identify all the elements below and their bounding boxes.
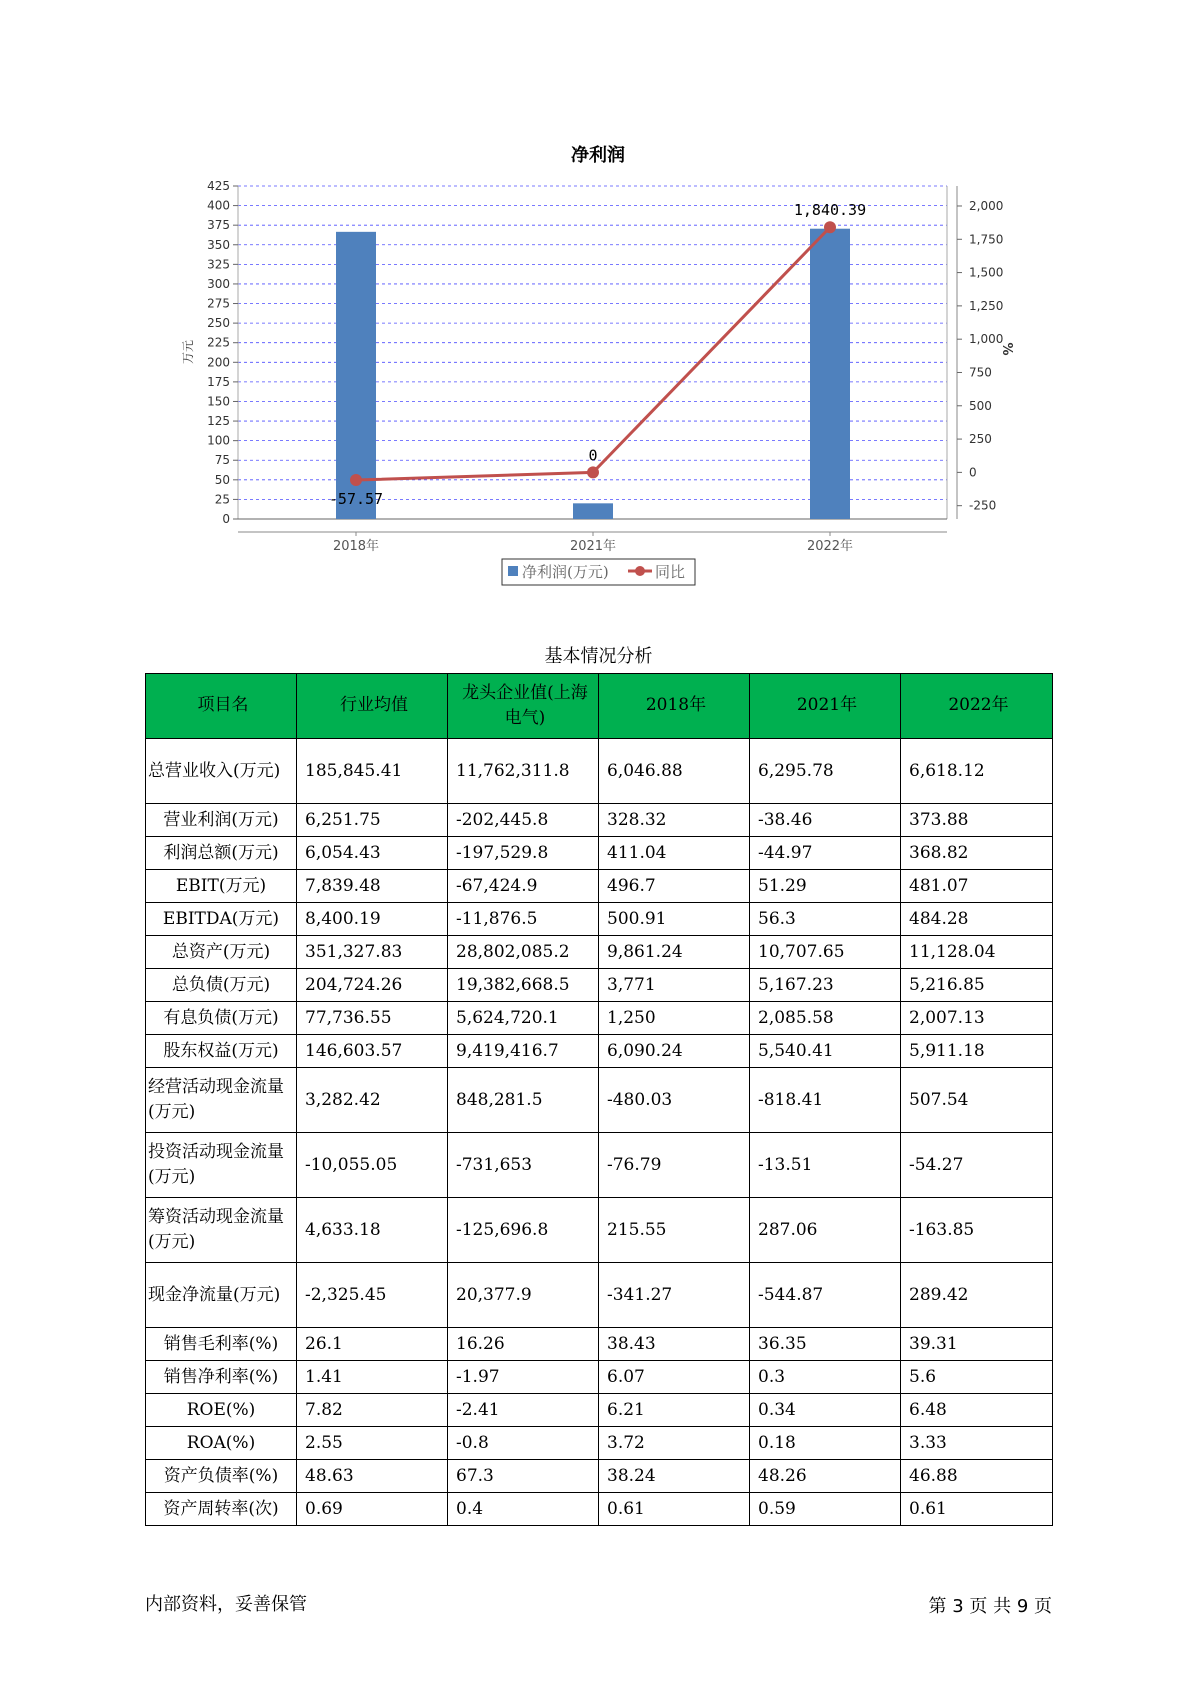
row-value: 19,382,668.5 [448,969,599,1002]
row-value: 496.7 [599,870,750,903]
row-value: 2.55 [297,1427,448,1460]
table-row [146,804,1053,837]
row-value: 48.26 [750,1460,901,1493]
row-name: 利润总额(万元) [146,837,297,870]
left-tick-label: 250 [207,316,230,331]
row-value: 7.82 [297,1394,448,1427]
row-value: 6,054.43 [297,837,448,870]
row-value: -544.87 [750,1263,901,1328]
row-value: -67,424.9 [448,870,599,903]
row-value: -341.27 [599,1263,750,1328]
row-value: -125,696.8 [448,1198,599,1263]
row-value: 38.43 [599,1328,750,1361]
left-tick-label: 225 [207,335,230,350]
row-name: 总负债(万元) [146,969,297,1002]
chart-legend [502,559,695,585]
left-tick-label: 25 [214,492,230,507]
row-name: 销售净利率(%) [146,1361,297,1394]
table-row [146,1198,1053,1263]
row-value: 146,603.57 [297,1035,448,1068]
row-value: 20,377.9 [448,1263,599,1328]
left-tick-label: 175 [207,374,230,389]
row-value: -818.41 [750,1068,901,1133]
legend-line-marker [635,566,645,576]
row-name: 总资产(万元) [146,936,297,969]
row-value: 351,327.83 [297,936,448,969]
yoy-point [587,466,599,478]
row-value: 48.63 [297,1460,448,1493]
table-row [146,870,1053,903]
row-name: ROA(%) [146,1427,297,1460]
left-axis-ticks [207,179,238,526]
table-row [146,1427,1053,1460]
x-tick-label: 2022年 [806,539,854,554]
row-name: 筹资活动现金流量(万元) [146,1198,297,1263]
row-value: -38.46 [750,804,901,837]
row-value: 26.1 [297,1328,448,1361]
row-value: 6,090.24 [599,1035,750,1068]
x-axis-ticks [333,532,853,554]
yoy-data-label: -57.57 [328,490,384,509]
row-value: 368.82 [901,837,1053,870]
row-value: 0.4 [448,1493,599,1526]
table-row [146,1361,1053,1394]
right-tick-label: 1,750 [969,232,1004,247]
row-name: 股东权益(万元) [146,1035,297,1068]
table-row [146,1328,1053,1361]
row-value: 0.3 [750,1361,901,1394]
row-value: 215.55 [599,1198,750,1263]
row-name: 资产周转率(次) [146,1493,297,1526]
row-value: 6,251.75 [297,804,448,837]
row-value: 2,085.58 [750,1002,901,1035]
row-value: 0.59 [750,1493,901,1526]
right-tick-label: 1,500 [969,265,1004,280]
header-leader: 龙头企业值(上海电气) [448,674,599,739]
left-tick-label: 0 [222,512,230,526]
row-value: 328.32 [599,804,750,837]
right-tick-label: -250 [969,498,997,513]
table-row [146,739,1053,804]
row-value: 8,400.19 [297,903,448,936]
row-value: 0.34 [750,1394,901,1427]
row-value: 411.04 [599,837,750,870]
row-name: EBITDA(万元) [146,903,297,936]
row-value: -202,445.8 [448,804,599,837]
yoy-data-label: 1,840.39 [793,201,867,220]
row-value: -0.8 [448,1427,599,1460]
left-tick-label: 75 [214,453,230,468]
row-value: 204,724.26 [297,969,448,1002]
row-value: 2,007.13 [901,1002,1053,1035]
row-value: -13.51 [750,1133,901,1198]
footer-page-number: 第 3 页 共 9 页 [928,1596,1052,1617]
right-tick-label: 2,000 [969,198,1004,213]
row-value: 5,624,720.1 [448,1002,599,1035]
left-tick-label: 125 [207,414,230,429]
legend-bar-label: 净利润(万元) [522,563,609,581]
table-header-row [146,674,1053,739]
left-tick-label: 275 [207,296,230,311]
row-value: -731,653 [448,1133,599,1198]
left-tick-label: 300 [207,276,230,291]
row-value: 67.3 [448,1460,599,1493]
left-tick-label: 375 [207,218,230,233]
row-value: 1.41 [297,1361,448,1394]
basic-analysis-table [145,673,1053,1526]
row-value: -197,529.8 [448,837,599,870]
row-value: 3,771 [599,969,750,1002]
header-2018: 2018年 [599,674,750,739]
row-value: 16.26 [448,1328,599,1361]
right-tick-label: 500 [969,398,992,413]
left-tick-label: 325 [207,257,230,272]
row-value: 373.88 [901,804,1053,837]
row-value: -2.41 [448,1394,599,1427]
left-tick-label: 100 [207,433,230,448]
row-name: 销售毛利率(%) [146,1328,297,1361]
table-row [146,1493,1053,1526]
header-2021: 2021年 [750,674,901,739]
yoy-point [350,474,362,486]
table-row [146,969,1053,1002]
row-value: 0.18 [750,1427,901,1460]
table-row [146,837,1053,870]
row-value: 7,839.48 [297,870,448,903]
row-value: 185,845.41 [297,739,448,804]
yoy-point [824,221,836,233]
row-value: 5,540.41 [750,1035,901,1068]
row-value: 11,128.04 [901,936,1053,969]
row-name: 投资活动现金流量(万元) [146,1133,297,1198]
row-value: 4,633.18 [297,1198,448,1263]
bar [573,503,613,519]
left-tick-label: 50 [214,472,230,487]
row-name: EBIT(万元) [146,870,297,903]
row-value: 56.3 [750,903,901,936]
right-tick-label: 250 [969,432,992,447]
row-value: 5,911.18 [901,1035,1053,1068]
row-value: -76.79 [599,1133,750,1198]
row-value: -2,325.45 [297,1263,448,1328]
right-tick-label: 0 [969,465,977,480]
row-value: 848,281.5 [448,1068,599,1133]
table-row [146,1460,1053,1493]
row-value: 3.72 [599,1427,750,1460]
left-tick-label: 425 [207,179,230,193]
right-axis-label: % [999,342,1014,356]
row-value: 9,419,416.7 [448,1035,599,1068]
row-value: 77,736.55 [297,1002,448,1035]
row-value: -11,876.5 [448,903,599,936]
row-value: 6.07 [599,1361,750,1394]
row-value: 5,216.85 [901,969,1053,1002]
table-row [146,1035,1053,1068]
row-value: 287.06 [750,1198,901,1263]
yoy-line [356,227,830,480]
table-row [146,1263,1053,1328]
right-tick-label: 750 [969,365,992,380]
row-value: 10,707.65 [750,936,901,969]
left-tick-label: 150 [207,394,230,409]
left-axis-label: 万元 [181,339,195,365]
x-tick-label: 2021年 [569,539,617,554]
row-name: 现金净流量(万元) [146,1263,297,1328]
legend-bar-swatch [508,566,518,576]
row-value: 3,282.42 [297,1068,448,1133]
left-tick-label: 400 [207,198,230,213]
row-value: 6.48 [901,1394,1053,1427]
row-name: 有息负债(万元) [146,1002,297,1035]
row-value: 6.21 [599,1394,750,1427]
row-value: 484.28 [901,903,1053,936]
legend-line-label: 同比 [655,563,686,581]
left-tick-label: 200 [207,355,230,370]
row-value: -54.27 [901,1133,1053,1198]
table-row [146,1068,1053,1133]
row-value: 507.54 [901,1068,1053,1133]
left-tick-label: 350 [207,237,230,252]
row-value: 1,250 [599,1002,750,1035]
header-industry-avg: 行业均值 [297,674,448,739]
row-value: 0.61 [901,1493,1053,1526]
footer-confidential: 内部资料，妥善保管 [145,1594,307,1615]
row-value: 5,167.23 [750,969,901,1002]
header-2022: 2022年 [901,674,1053,739]
row-value: 46.88 [901,1460,1053,1493]
chart-title: 净利润 [571,145,625,166]
table-title: 基本情况分析 [544,646,653,667]
row-value: 28,802,085.2 [448,936,599,969]
bar [810,229,850,519]
row-value: -1.97 [448,1361,599,1394]
row-value: -163.85 [901,1198,1053,1263]
row-name: 经营活动现金流量(万元) [146,1068,297,1133]
row-value: 3.33 [901,1427,1053,1460]
row-name: 营业利润(万元) [146,804,297,837]
x-tick-label: 2018年 [332,539,380,554]
net-profit-chart [0,0,1191,600]
row-name: 总营业收入(万元) [146,739,297,804]
table-row [146,936,1053,969]
row-value: -10,055.05 [297,1133,448,1198]
right-tick-label: 1,000 [969,332,1004,347]
row-value: 6,046.88 [599,739,750,804]
table-row [146,1002,1053,1035]
row-value: 289.42 [901,1263,1053,1328]
table-row [146,1133,1053,1198]
right-tick-label: 1,250 [969,298,1004,313]
row-value: -44.97 [750,837,901,870]
header-item: 项目名 [146,674,297,739]
row-value: 0.61 [599,1493,750,1526]
row-name: ROE(%) [146,1394,297,1427]
row-value: 9,861.24 [599,936,750,969]
table-row [146,903,1053,936]
row-value: 38.24 [599,1460,750,1493]
yoy-data-label: 0 [588,446,598,465]
row-value: 6,618.12 [901,739,1053,804]
row-value: 481.07 [901,870,1053,903]
row-value: 6,295.78 [750,739,901,804]
row-value: -480.03 [599,1068,750,1133]
row-name: 资产负债率(%) [146,1460,297,1493]
table-row [146,1394,1053,1427]
row-value: 0.69 [297,1493,448,1526]
row-value: 39.31 [901,1328,1053,1361]
right-axis-ticks [957,199,1003,513]
row-value: 5.6 [901,1361,1053,1394]
row-value: 36.35 [750,1328,901,1361]
row-value: 11,762,311.8 [448,739,599,804]
row-value: 51.29 [750,870,901,903]
line-series [329,201,866,508]
row-value: 500.91 [599,903,750,936]
